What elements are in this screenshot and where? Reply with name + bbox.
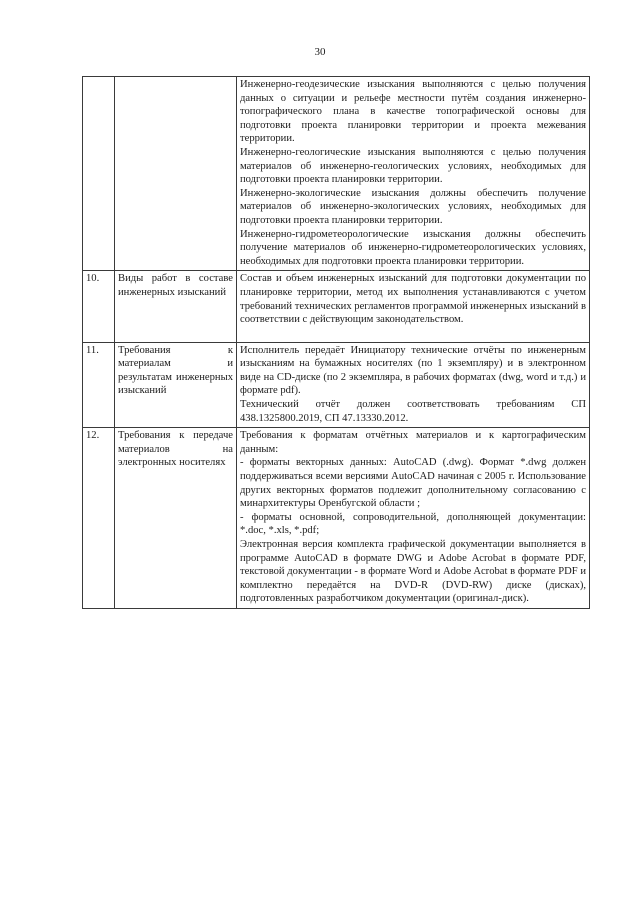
row-description (237, 77, 590, 271)
row-number (83, 77, 115, 271)
description-paragraph: Электронная версия комплекта графической документации выполняется в программе AutoCAD в формате DWG и Adobe Acrobat в формате PDF, текстовой документации - в формате Word и Adobe Acrobat в формате PDF и комплектно передаётся на DVD-R (DVD-RW) диске (дисках), подготовленных разработчиком документации (оригинал-диск). (240, 539, 586, 605)
row-description (237, 342, 590, 428)
row-name: Виды работ в составе инженерных изысканий (115, 271, 237, 342)
row-number: 11. (83, 342, 115, 428)
row-name: Требования к материалам и результатам инженерных изысканий (115, 342, 237, 428)
description-paragraph: Инженерно-экологические изыскания должны обеспечить получение материалов об инженерно-экологических условиях, необходимых для подготовки проекта планировки территории. (240, 187, 586, 226)
description-paragraph: Состав и объем инженерных изысканий для подготовки документации по планировке территории, метод их выполнения устанавливаются с учетом требований технических регламентов программой инженерных изысканий в соответствии с действующим законодательством. (240, 273, 586, 326)
description-paragraph: Технический отчёт должен соответствовать требованиям СП 438.1325800.2019, СП 47.13330.2012. (240, 399, 586, 424)
page-number: 30 (314, 46, 326, 58)
table-row (83, 271, 590, 342)
table-row (83, 342, 590, 428)
row-description (237, 271, 590, 342)
table-row (83, 77, 590, 271)
description-paragraph: Инженерно-гидрометеорологические изыскания должны обеспечить получение материалов об инженерно-гидрометеорологических условиях, необходимых для подготовки проекта планировки территории. (240, 228, 586, 267)
row-name: Требования к передаче материалов на электронных носителях (115, 428, 237, 609)
table-row (83, 428, 590, 609)
row-description (237, 428, 590, 609)
description-paragraph: - форматы векторных данных: AutoCAD (.dwg). Формат *.dwg должен поддерживаться всеми версиями AutoCAD начиная с 2005 г. Использование других векторных форматов подлежит дополнительному согласованию с минархитектуры Оренбугской области ; (240, 457, 586, 510)
description-paragraph: Исполнитель передаёт Инициатору технические отчёты по инженерным изысканиям на бумажных носителях (по 1 экземпляру) и в электронном виде на CD-диске (по 2 экземпляра, в рабочих форматах (dwg, word и т.д.) и формате pdf). (240, 344, 586, 397)
row-number: 12. (83, 428, 115, 609)
description-paragraph: Требования к форматам отчётных материалов и к картографическим данным: (240, 430, 586, 455)
row-number: 10. (83, 271, 115, 342)
description-paragraph: Инженерно-геологические изыскания выполняются с целью получения материалов об инженерно-геологических условиях, необходимых для подготовки проекта планировки территории. (240, 146, 586, 186)
row-name (115, 77, 237, 271)
requirements-table (82, 76, 590, 609)
description-paragraph: Инженерно-геодезические изыскания выполняются с целью получения данных о ситуации и рельефе местности путём создания инженерно-топографического плана в качестве топографической основы для подготовки проекта планировки территории и проекта межевания территории. (240, 79, 586, 145)
spacer (240, 327, 586, 340)
description-paragraph: - форматы основной, сопроводительной, дополняющей документации: *.doc, *.xls, *.pdf; (240, 511, 586, 537)
